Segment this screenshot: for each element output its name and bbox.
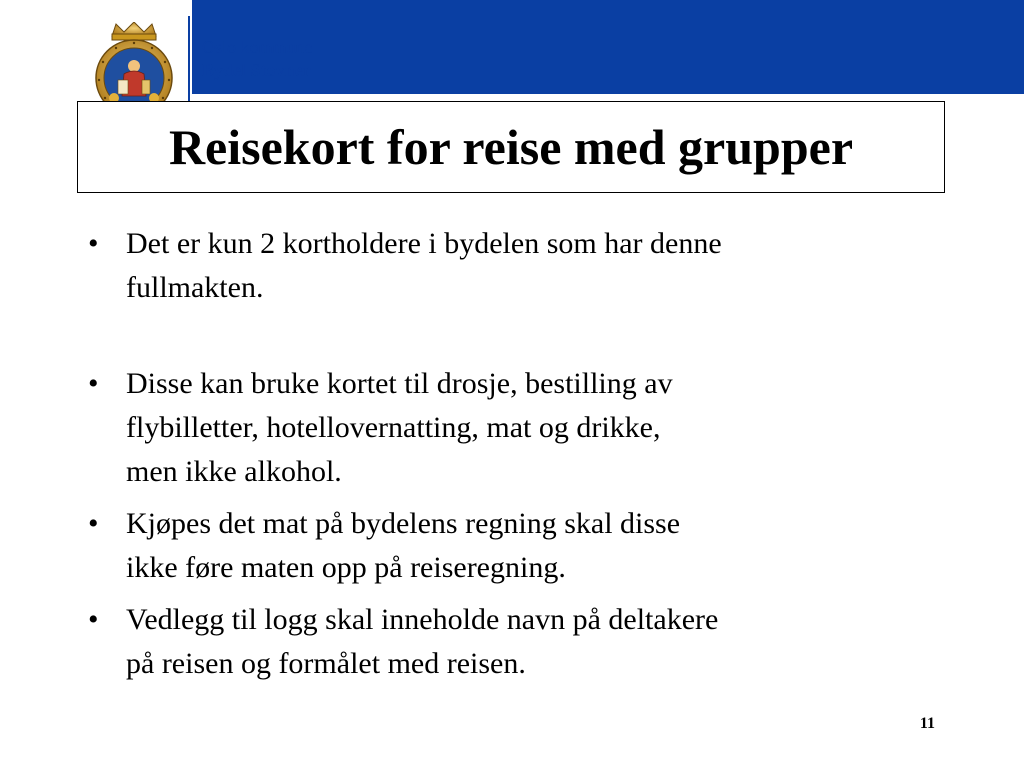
slide-title: Reisekort for reise med grupper xyxy=(168,119,854,175)
organization-block xyxy=(202,36,402,82)
bullet-text: Vedlegg til logg skal inneholde navn på deltakere på reisen og formålet med reisen. xyxy=(126,603,719,680)
bullet-icon: • xyxy=(88,227,99,260)
org-name: Oslo kommune xyxy=(202,37,313,57)
bullet-text: Disse kan bruke kortet til drosje, bestilling av flybilletter, hotellovernatting, mat og drikke, men ikke alkohol. xyxy=(126,367,673,488)
page-number: 11 xyxy=(919,715,935,732)
bullet-icon: • xyxy=(88,603,99,636)
bullet-text: Kjøpes det mat på bydelens regning skal disse ikke føre maten opp på reiseregning. xyxy=(126,507,681,584)
bullet-text: Det er kun 2 kortholdere i bydelen som har denne fullmakten. xyxy=(126,227,722,304)
bullet-icon: • xyxy=(88,367,99,400)
title-box xyxy=(77,101,945,193)
bullet-icon: • xyxy=(88,507,99,540)
district-name: Bydel Stovner xyxy=(202,60,311,80)
